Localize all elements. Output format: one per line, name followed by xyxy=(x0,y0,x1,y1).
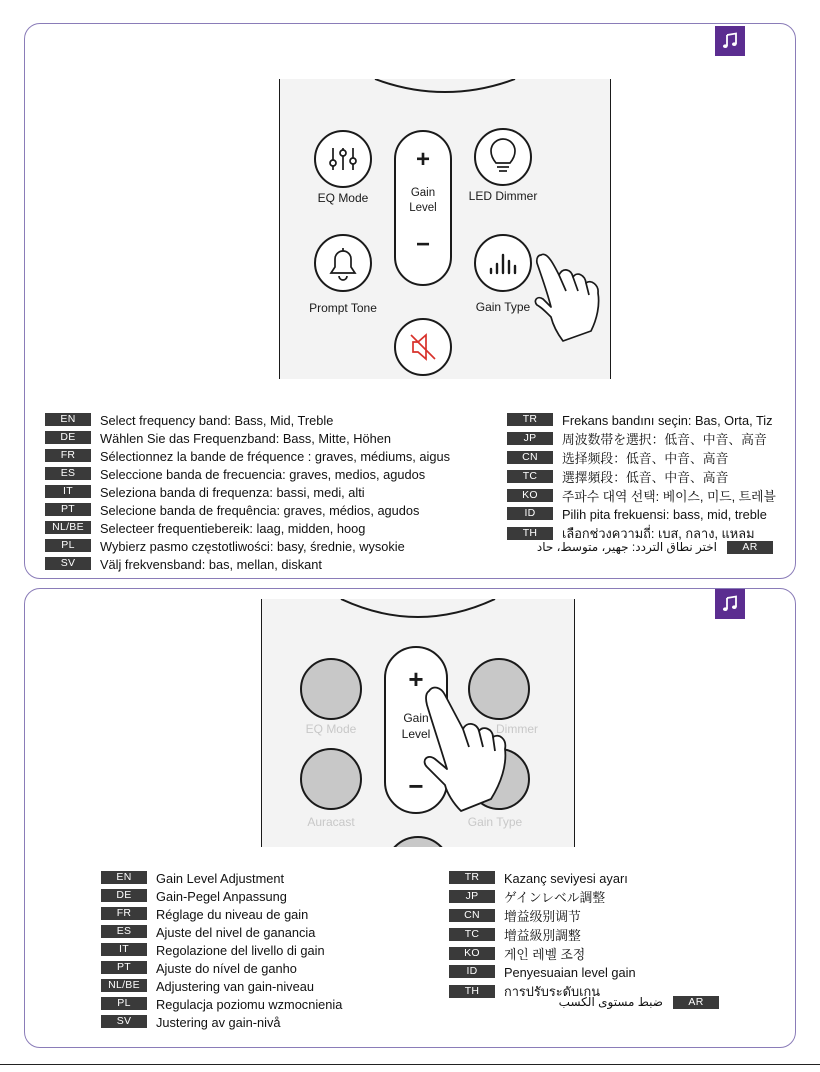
list-item xyxy=(45,555,450,573)
auracast-button[interactable] xyxy=(301,749,361,809)
lang-tag: ES xyxy=(45,467,91,480)
list-item xyxy=(449,944,636,963)
lang-text: Ajuste del nivel de ganancia xyxy=(156,924,316,940)
lang-text: 增益级别调节 xyxy=(504,909,581,924)
lang-text: เลือกช่วงความถี่: เบส, กลาง, แหลม xyxy=(562,526,755,541)
list-item xyxy=(507,467,776,486)
list-item xyxy=(45,519,450,537)
list-item xyxy=(101,905,342,923)
lang-tag: DE xyxy=(101,889,147,902)
lang-tag: CN xyxy=(449,909,495,922)
lang-tag: PT xyxy=(101,961,147,974)
lang-text: Regulacja poziomu wzmocnienia xyxy=(156,996,343,1012)
list-item xyxy=(45,501,450,519)
lang-tag: AR xyxy=(673,996,719,1009)
list-item xyxy=(101,941,342,959)
lang-tag: ID xyxy=(449,965,495,978)
lang-tag: KO xyxy=(449,947,495,960)
lang-text: Gain Level Adjustment xyxy=(156,870,285,886)
lang-text: 周波数帯を選択：低音、中音、高音 xyxy=(562,432,767,447)
lang-text: Réglage du niveau de gain xyxy=(156,906,309,922)
list-item xyxy=(449,869,636,887)
lang-tag: FR xyxy=(45,449,91,462)
instruction-panel-frequency-band xyxy=(24,23,796,579)
lang-tag: KO xyxy=(507,489,553,502)
lang-text: Pilih pita frekuensi: bass, mid, treble xyxy=(562,506,767,522)
list-item xyxy=(449,887,636,906)
lang-text: Kazanç seviyesi ayarı xyxy=(504,870,628,886)
list-item xyxy=(101,923,342,941)
list-item xyxy=(101,995,342,1013)
music-note-icon xyxy=(715,26,745,56)
lang-tag: TC xyxy=(449,928,495,941)
lang-text: Select frequency band: Bass, Mid, Treble xyxy=(100,412,334,428)
instruction-panel-gain-level xyxy=(24,588,796,1048)
lang-text: Seleziona banda di frequenza: bassi, medi, alti xyxy=(100,484,365,500)
lang-text: 增益級別調整 xyxy=(504,928,581,943)
lang-text: Frekans bandını seçin: Bas, Orta, Tiz xyxy=(562,412,773,428)
list-item xyxy=(101,1013,342,1031)
list-item xyxy=(507,411,776,429)
prompt-tone-button[interactable] xyxy=(315,235,371,291)
led-dimmer-button[interactable] xyxy=(469,659,529,719)
lang-tag: PT xyxy=(45,503,91,516)
lang-tag: NL/BE xyxy=(101,979,147,992)
gain-level-label-2: Level xyxy=(409,202,437,214)
lang-tag: SV xyxy=(101,1015,147,1028)
remote-illustration xyxy=(279,79,611,379)
list-item xyxy=(45,447,450,465)
mute-button[interactable] xyxy=(395,319,451,375)
list-item xyxy=(101,887,342,905)
lang-text: Adjustering van gain-niveau xyxy=(156,978,314,994)
music-note-icon xyxy=(715,589,745,619)
lang-tag: SV xyxy=(45,557,91,570)
list-item xyxy=(101,977,342,995)
eq-mode-label: EQ Mode xyxy=(305,722,357,736)
list-item xyxy=(101,959,342,977)
arabic-line xyxy=(537,540,773,554)
lang-tag: TR xyxy=(507,413,553,426)
lang-text: Sélectionnez la bande de fréquence : graves, médiums, aigus xyxy=(100,448,450,464)
lang-tag: TR xyxy=(449,871,495,884)
lang-tag: TH xyxy=(449,985,495,998)
lang-text: 주파수 대역 선택: 베이스, 미드, 트레블 xyxy=(562,489,776,504)
lang-text: ゲインレベル調整 xyxy=(504,890,606,905)
lang-text: Selecteer frequentiebereik: laag, midden, hoog xyxy=(100,520,366,536)
gain-level-label-1: Gain xyxy=(403,711,429,725)
lang-text: Ajuste do nível de ganho xyxy=(156,960,297,976)
lang-text: Wybierz pasmo częstotliwości: basy, średnie, wysokie xyxy=(100,538,405,554)
led-dimmer-label: Dimmer xyxy=(496,722,538,736)
language-list-left xyxy=(101,869,342,1031)
list-item xyxy=(45,411,450,429)
lang-tag: IT xyxy=(45,485,91,498)
list-item xyxy=(507,429,776,448)
lang-tag: AR xyxy=(727,541,773,554)
lang-text: การปรับระดับเกน xyxy=(504,984,600,999)
lang-tag: DE xyxy=(45,431,91,444)
led-dimmer-button[interactable] xyxy=(475,129,531,185)
lang-tag: TH xyxy=(507,527,553,540)
gain-level-rocker[interactable] xyxy=(395,131,451,285)
lang-tag: PL xyxy=(45,539,91,552)
eq-mode-button[interactable] xyxy=(301,659,361,719)
list-item xyxy=(507,486,776,505)
eq-mode-button[interactable] xyxy=(315,131,371,187)
lang-text: Penyesuaian level gain xyxy=(504,964,636,980)
lang-text: Välj frekvensband: bas, mellan, diskant xyxy=(100,556,322,572)
lang-text: ضبط مستوى الكسب xyxy=(558,995,663,1009)
auracast-label: Auracast xyxy=(307,815,355,829)
list-item xyxy=(45,429,450,447)
list-item xyxy=(101,869,342,887)
lang-text: 選擇頻段：低音、中音、高音 xyxy=(562,470,729,485)
lang-tag: IT xyxy=(101,943,147,956)
arabic-line xyxy=(559,995,719,1009)
lang-tag: EN xyxy=(45,413,91,426)
lang-tag: EN xyxy=(101,871,147,884)
lang-tag: JP xyxy=(507,432,553,445)
led-dimmer-label: LED Dimmer xyxy=(468,189,538,203)
lang-text: Gain-Pegel Anpassung xyxy=(156,888,287,904)
language-list-right xyxy=(507,411,776,544)
gain-type-label: Gain Type xyxy=(475,300,531,314)
gain-level-label-1: Gain xyxy=(410,187,436,199)
language-list-right xyxy=(449,869,636,1002)
lang-tag: CN xyxy=(507,451,553,464)
gain-minus-button[interactable]: − xyxy=(408,771,424,801)
prompt-tone-label: Prompt Tone xyxy=(309,301,377,315)
lang-text: 게인 레벨 조정 xyxy=(504,947,586,962)
lang-tag: FR xyxy=(101,907,147,920)
gain-plus-button[interactable]: + xyxy=(408,664,424,694)
list-item xyxy=(449,925,636,944)
list-item xyxy=(45,465,450,483)
lang-tag: JP xyxy=(449,890,495,903)
list-item xyxy=(507,448,776,467)
lang-text: 选择频段：低音、中音、高音 xyxy=(562,451,729,466)
list-item xyxy=(45,537,450,555)
eq-mode-label: EQ Mode xyxy=(317,191,369,205)
lang-tag: NL/BE xyxy=(45,521,91,534)
gain-plus-button[interactable]: + xyxy=(415,146,431,173)
gain-level-label-2: Level xyxy=(401,727,431,741)
lang-text: Selecione banda de frequência: graves, médios, agudos xyxy=(100,502,420,518)
lang-text: Justering av gain-nivå xyxy=(156,1014,281,1030)
lang-tag: PL xyxy=(101,997,147,1010)
lang-tag: TC xyxy=(507,470,553,483)
lang-text: Seleccione banda de frecuencia: graves, medios, agudos xyxy=(100,466,426,482)
gain-type-button[interactable] xyxy=(475,235,531,291)
lang-text: Regolazione del livello di gain xyxy=(156,942,325,958)
lang-tag: ES xyxy=(101,925,147,938)
lang-text: اختر نطاق التردد: جهير، متوسط، حاد xyxy=(536,540,717,554)
gain-minus-button[interactable]: − xyxy=(415,231,431,258)
list-item xyxy=(449,963,636,981)
page-bottom-rule xyxy=(0,1064,820,1065)
remote-illustration xyxy=(261,599,575,847)
gain-type-label: Gain Type xyxy=(467,815,523,829)
lang-tag: ID xyxy=(507,507,553,520)
lang-text: Wählen Sie das Frequenzband: Bass, Mitte, Höhen xyxy=(100,430,391,446)
list-item xyxy=(507,505,776,523)
list-item xyxy=(45,483,450,501)
language-list-left xyxy=(45,411,450,573)
list-item xyxy=(449,906,636,925)
